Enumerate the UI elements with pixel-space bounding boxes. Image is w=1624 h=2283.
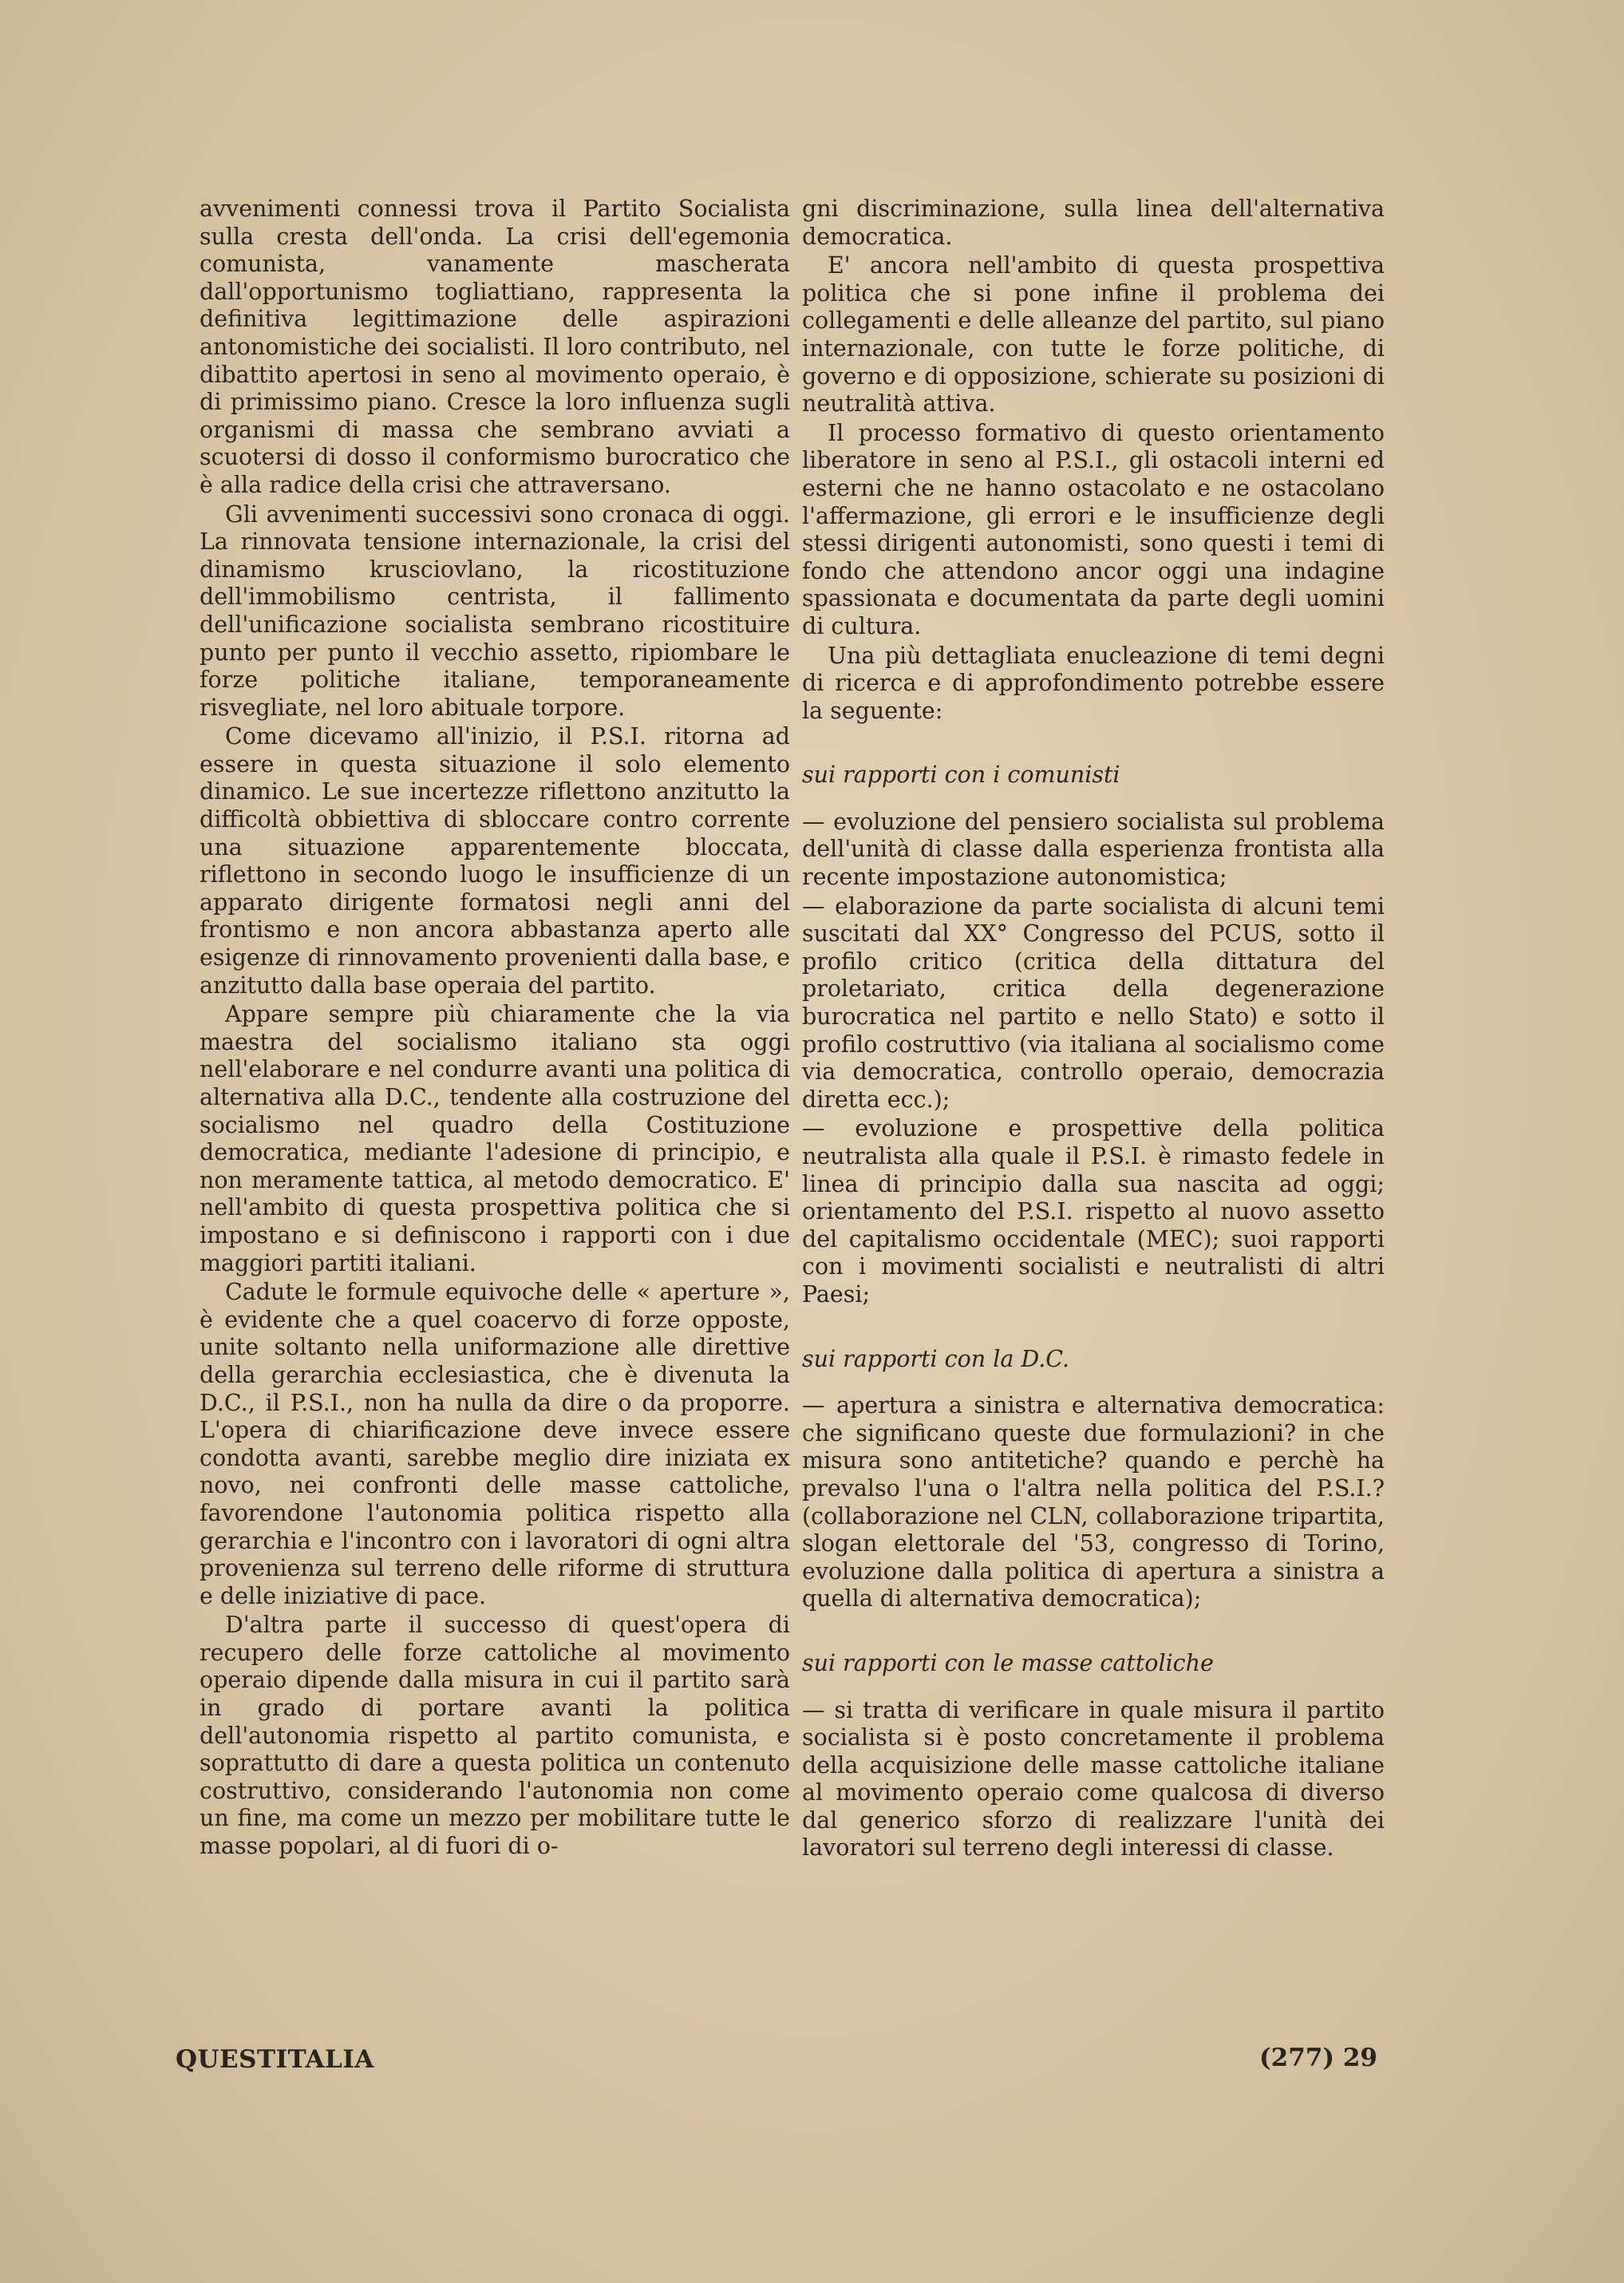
left-column — [200, 196, 790, 1861]
right-column — [802, 196, 1385, 1862]
section-heading: sui rapporti con le masse cattoliche — [802, 1649, 1214, 1676]
section-heading: sui rapporti con la D.C. — [802, 1345, 1070, 1372]
paragraph: avvenimenti connessi trova il Partito Socialista sulla cresta dell'onda. La crisi dell'egemonia comunista, vanamente mascherata dall'opportunismo togliattiano, rappresenta la definitiva legittimazione delle aspirazioni antonomistiche dei socialisti. Il loro contributo, nel dibattito apertosi in seno al movimento operaio, è di primissimo piano. Cresce la loro influenza sugli organismi di massa che sembrano avviati a scuotersi di dosso il conformismo burocratico che è alla radice della crisi che attraversano. — [200, 196, 790, 498]
list-item: — evoluzione e prospettive della politica neutralista alla quale il P.S.I. è rimasto fedele in linea di principio dalla sua nascita ad oggi; orientamento del P.S.I. rispetto al nuovo assetto del capitalismo occidentale (MEC); suoi rapporti con i movimenti socialisti e neutralisti di altri Paesi; — [802, 1115, 1385, 1308]
paragraph: Una più dettagliata enucleazione di temi degni di ricerca e di approfondimento potrebbe essere la seguente: — [802, 642, 1385, 724]
paragraph: Gli avvenimenti successivi sono cronaca di oggi. La rinnovata tensione internazionale, la crisi del dinamismo krusciovlano, la ricostituzione dell'immobilismo centrista, il fallimento dell'unificazione socialista sembrano ricostituire punto per punto il vecchio assetto, ripiombare le forze politiche italiane, temporaneamente risvegliate, nel loro abituale torpore. — [200, 501, 790, 721]
page-number: (277) 29 — [1259, 2044, 1377, 2072]
paragraph: Il processo formativo di questo orientamento liberatore in seno al P.S.I., gli ostacoli interni ed esterni che ne hanno ostacolato e ne ostacolano l'affermazione, gli errori e le insufficienze degli stessi dirigenti autonomisti, sono questi i temi di fondo che attendono ancor oggi una indagine spassionata e documentata da parte degli uomini di cultura. — [802, 419, 1385, 639]
paragraph: E' ancora nell'ambito di questa prospettiva politica che si pone infine il problema dei collegamenti e delle alleanze del partito, sul piano internazionale, con tutte le forze politiche, di governo e di opposizione, schierate su posizioni di neutralità attiva. — [802, 252, 1385, 417]
paragraph: D'altra parte il successo di quest'opera di recupero delle forze cattoliche al movimento operaio dipende dalla misura in cui il partito sarà in grado di portare avanti la politica dell'autonomia rispetto al partito comunista, e soprattutto di dare a questa politica un contenuto costruttivo, considerando l'autonomia non come un fine, ma come un mezzo per mobilitare tutte le masse popolari, al di fuori di o- — [200, 1612, 790, 1860]
list-item: — si tratta di verificare in quale misura il partito socialista si è posto concretamente il problema della acquisizione delle masse cattoliche italiane al movimento operaio come qualcosa di diverso dal generico sforzo di realizzare l'unità dei lavoratori sul terreno degli interessi di classe. — [802, 1696, 1385, 1862]
section-heading: sui rapporti con i comunisti — [802, 762, 1120, 789]
list-item: — evoluzione del pensiero socialista sul problema dell'unità di classe dalla esperienza frontista alla recente impostazione autonomistica; — [802, 808, 1385, 891]
paragraph: gni discriminazione, sulla linea dell'alternativa democratica. — [802, 196, 1385, 250]
paragraph: Cadute le formule equivoche delle « aperture », è evidente che a quel coacervo di forze opposte, unite soltanto nella uniformazione alle direttive della gerarchia ecclesiastica, che è divenuta la D.C., il P.S.I., non ha nulla da dire o da proporre. L'opera di chiarificazione deve invece essere condotta avanti, sarebbe meglio dire iniziata ex novo, nei confronti delle masse cattoliche, favorendone l'autonomia politica rispetto alla gerarchia e l'incontro con i lavoratori di ogni altra provenienza sul terreno delle riforme di struttura e delle iniziative di pace. — [200, 1279, 790, 1609]
magazine-name: QUESTITALIA — [176, 2045, 374, 2074]
paragraph: Appare sempre più chiaramente che la via maestra del socialismo italiano sta oggi nell'elaborare e nel condurre avanti una politica di alternativa alla D.C., tendente alla costruzione del socialismo nel quadro della Costituzione democratica, mediante l'adesione di principio, e non meramente tattica, al metodo democratico. E' nell'ambito di questa prospettiva politica che si impostano e si definiscono i rapporti con i due maggiori partiti italiani. — [200, 1001, 790, 1276]
list-item: — apertura a sinistra e alternativa democratica: che significano queste due formulazioni? in che misura sono antitetiche? quando e perchè ha prevalso l'una o l'altra nella politica del P.S.I.? (collaborazione nel CLN, collaborazione tripartita, slogan elettorale del '53, congresso di Torino, evoluzione dalla politica di apertura a sinistra a quella di alternativa democratica); — [802, 1392, 1385, 1612]
list-item: — elaborazione da parte socialista di alcuni temi suscitati dal XX° Congresso del PCUS, sotto il profilo critico (critica della dittatura del proletariato, critica della degenerazione burocratica nel partito e nello Stato) e sotto il profilo costruttivo (via italiana al socialismo come via democratica, controllo operaio, democrazia diretta ecc.); — [802, 892, 1385, 1113]
paragraph: Come dicevamo all'inizio, il P.S.I. ritorna ad essere in questa situazione il solo elemento dinamico. Le sue incertezze riflettono anzitutto la difficoltà obbiettiva di sbloccare contro corrente una situazione apparentemente bloccata, riflettono in secondo luogo le insufficienze di un apparato dirigente formatosi negli anni del frontismo e non ancora abbastanza aperto alle esigenze di rinnovamento provenienti dalla base, e anzitutto dalla base operaia del partito. — [200, 723, 790, 999]
